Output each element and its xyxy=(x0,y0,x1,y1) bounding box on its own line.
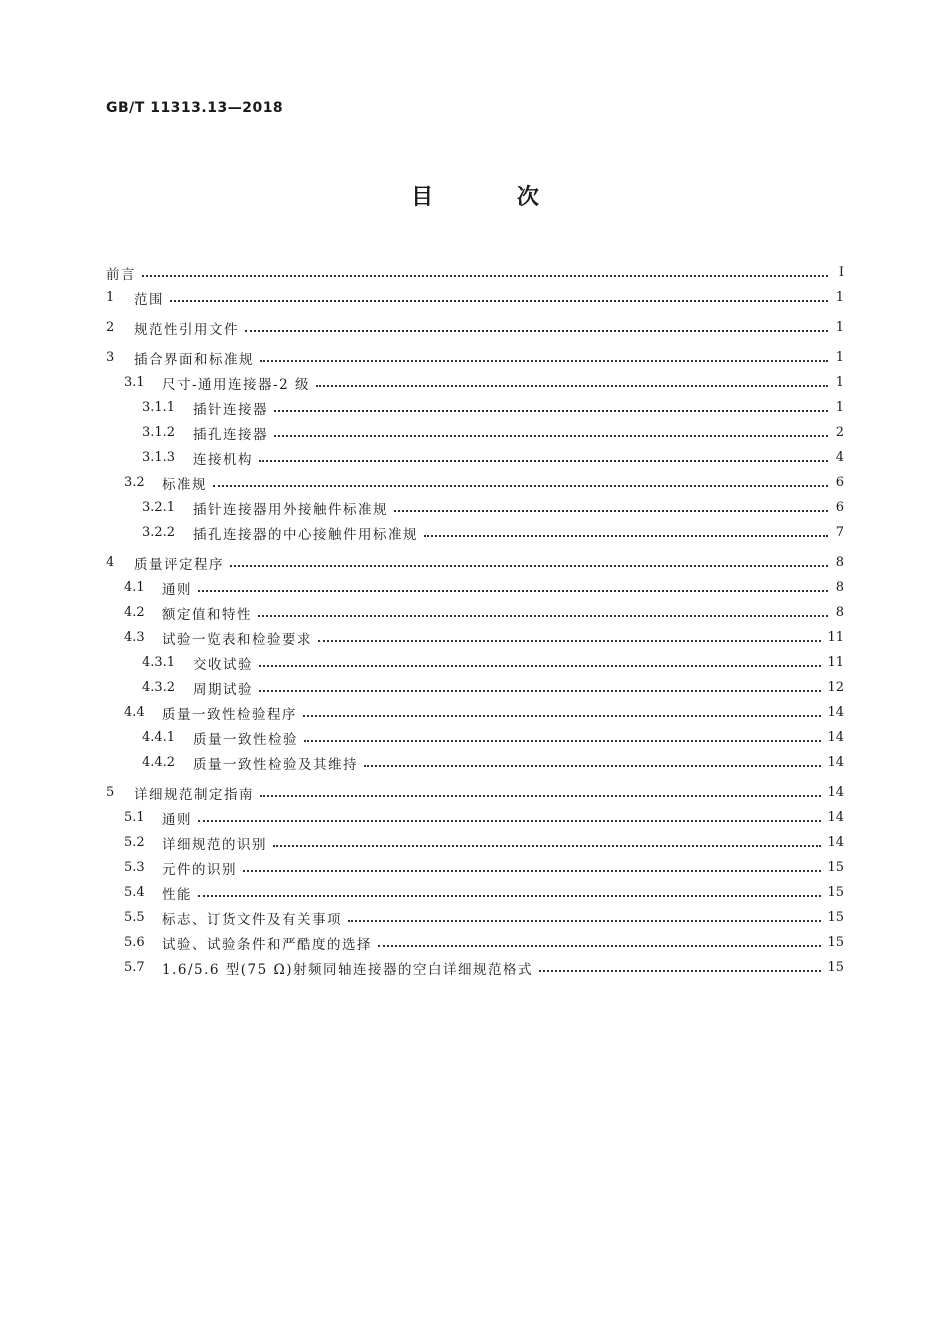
dot-leader xyxy=(259,664,821,667)
toc-entry-title: 质量一致性检验及其维持 xyxy=(193,756,358,773)
toc-entry-page: Ⅰ xyxy=(838,265,844,280)
toc-entry-number: 5.7 xyxy=(124,960,145,975)
toc-entry-page: 14 xyxy=(827,810,844,825)
toc-entry[interactable] xyxy=(106,625,844,650)
toc-entry-title: 插孔连接器的中心接触件用标准规 xyxy=(193,526,418,543)
dot-leader xyxy=(394,509,828,512)
dot-leader xyxy=(170,299,828,302)
toc-entry[interactable] xyxy=(106,345,844,370)
toc-entry[interactable] xyxy=(106,495,844,520)
toc-entry-page: 6 xyxy=(835,500,844,515)
toc-entry-title: 插孔连接器 xyxy=(193,426,268,443)
table-of-contents xyxy=(106,260,844,980)
toc-entry[interactable] xyxy=(106,930,844,955)
dot-leader xyxy=(213,484,828,487)
toc-entry-page: 15 xyxy=(827,960,844,975)
toc-entry-number: 5 xyxy=(106,785,115,800)
dot-leader xyxy=(274,434,828,437)
toc-entry[interactable] xyxy=(106,395,844,420)
toc-entry-title: 质量评定程序 xyxy=(134,556,224,573)
toc-entry-page: 8 xyxy=(835,580,844,595)
toc-entry[interactable] xyxy=(106,955,844,980)
toc-entry-number: 3.2.1 xyxy=(142,500,176,515)
toc-entry[interactable] xyxy=(106,650,844,675)
dot-leader xyxy=(259,459,828,462)
dot-leader xyxy=(274,409,828,412)
toc-entry[interactable] xyxy=(106,600,844,625)
toc-entry-page: 1 xyxy=(835,400,844,415)
toc-entry-page: 15 xyxy=(827,860,844,875)
dot-leader xyxy=(318,639,821,642)
dot-leader xyxy=(424,534,828,537)
toc-entry-number: 3.2 xyxy=(124,475,145,490)
toc-entry[interactable] xyxy=(106,905,844,930)
dot-leader xyxy=(539,969,821,972)
toc-entry-page: 2 xyxy=(835,425,844,440)
toc-entry-title: 周期试验 xyxy=(193,681,253,698)
toc-entry-number: 4.3.1 xyxy=(142,655,176,670)
toc-entry[interactable] xyxy=(106,830,844,855)
dot-leader xyxy=(260,794,821,797)
toc-entry-page: 1 xyxy=(835,320,844,335)
dot-leader xyxy=(348,919,821,922)
toc-entry[interactable] xyxy=(106,445,844,470)
toc-entry-page: 4 xyxy=(835,450,844,465)
toc-entry-page: 14 xyxy=(827,785,844,800)
dot-leader xyxy=(245,329,828,332)
toc-entry-title: 详细规范制定指南 xyxy=(134,786,254,803)
toc-entry-title: 标志、订货文件及有关事项 xyxy=(162,911,342,928)
toc-entry-title: 通则 xyxy=(162,581,192,598)
toc-entry[interactable] xyxy=(106,520,844,545)
dot-leader xyxy=(316,384,828,387)
dot-leader xyxy=(243,869,821,872)
toc-entry[interactable] xyxy=(106,725,844,750)
toc-entry[interactable] xyxy=(106,575,844,600)
dot-leader xyxy=(364,764,821,767)
toc-entry-number: 5.6 xyxy=(124,935,145,950)
toc-entry[interactable] xyxy=(106,750,844,775)
toc-entry-number: 3 xyxy=(106,350,115,365)
toc-entry[interactable] xyxy=(106,780,844,805)
toc-entry-page: 14 xyxy=(827,705,844,720)
toc-entry-page: 14 xyxy=(827,730,844,745)
dot-leader xyxy=(260,359,828,362)
toc-entry-number: 5.2 xyxy=(124,835,145,850)
toc-entry-number: 3.1.3 xyxy=(142,450,176,465)
toc-entry-number: 3.1.2 xyxy=(142,425,176,440)
dot-leader xyxy=(304,739,821,742)
dot-leader xyxy=(142,274,828,277)
toc-entry-title: 插针连接器 xyxy=(193,401,268,418)
dot-leader xyxy=(198,894,821,897)
toc-entry-page: 14 xyxy=(827,755,844,770)
toc-entry[interactable] xyxy=(106,855,844,880)
toc-entry-page: 15 xyxy=(827,910,844,925)
toc-entry-title: 试验、试验条件和严酷度的选择 xyxy=(162,936,372,953)
toc-entry-page: 15 xyxy=(827,885,844,900)
dot-leader xyxy=(198,589,828,592)
toc-entry-title: 尺寸-通用连接器-2 级 xyxy=(162,376,311,393)
dot-leader xyxy=(273,844,821,847)
toc-entry-title: 详细规范的识别 xyxy=(162,836,267,853)
toc-entry-number: 1 xyxy=(106,290,115,305)
toc-entry-title: 标准规 xyxy=(162,476,207,493)
toc-entry-page: 1 xyxy=(835,290,844,305)
toc-entry-number: 5.3 xyxy=(124,860,145,875)
toc-entry[interactable] xyxy=(106,420,844,445)
toc-entry[interactable] xyxy=(106,700,844,725)
toc-entry-number: 3.1 xyxy=(124,375,145,390)
toc-entry-title: 交收试验 xyxy=(193,656,253,673)
toc-entry-page: 1 xyxy=(835,375,844,390)
toc-entry[interactable] xyxy=(106,260,844,285)
toc-entry-page: 6 xyxy=(835,475,844,490)
toc-entry-number: 2 xyxy=(106,320,115,335)
toc-entry[interactable] xyxy=(106,805,844,830)
toc-entry-number: 3.1.1 xyxy=(142,400,176,415)
toc-entry-title: 通则 xyxy=(162,811,192,828)
toc-entry-number: 3.2.2 xyxy=(142,525,176,540)
toc-entry-page: 8 xyxy=(835,555,844,570)
toc-entry-title: 前言 xyxy=(106,266,136,283)
toc-title: 目 次 xyxy=(411,185,577,210)
toc-entry-number: 4.3.2 xyxy=(142,680,176,695)
toc-entry-number: 5.5 xyxy=(124,910,145,925)
toc-entry-number: 4.1 xyxy=(124,580,145,595)
toc-entry-title: 1.6/5.6 型(75 Ω)射频同轴连接器的空白详细规范格式 xyxy=(162,961,533,978)
toc-entry-page: 14 xyxy=(827,835,844,850)
dot-leader xyxy=(303,714,821,717)
toc-entry-title: 性能 xyxy=(162,886,192,903)
toc-entry[interactable] xyxy=(106,550,844,575)
toc-entry-number: 5.4 xyxy=(124,885,145,900)
toc-entry-number: 5.1 xyxy=(124,810,145,825)
toc-entry-page: 1 xyxy=(835,350,844,365)
toc-entry-title: 插针连接器用外接触件标准规 xyxy=(193,501,388,518)
toc-entry[interactable] xyxy=(106,315,844,340)
toc-entry-page: 8 xyxy=(835,605,844,620)
standard-code: GB/T 11313.13—2018 xyxy=(106,100,284,116)
dot-leader xyxy=(258,614,828,617)
toc-entry-number: 4 xyxy=(106,555,115,570)
toc-entry[interactable] xyxy=(106,880,844,905)
toc-entry-page: 11 xyxy=(827,655,844,670)
dot-leader xyxy=(259,689,821,692)
toc-entry-title: 元件的识别 xyxy=(162,861,237,878)
toc-entry[interactable] xyxy=(106,675,844,700)
toc-entry-page: 7 xyxy=(835,525,844,540)
toc-entry-title: 连接机构 xyxy=(193,451,253,468)
toc-entry-title: 插合界面和标准规 xyxy=(134,351,254,368)
toc-entry-number: 4.2 xyxy=(124,605,145,620)
dot-leader xyxy=(198,819,821,822)
toc-entry-page: 12 xyxy=(827,680,844,695)
dot-leader xyxy=(230,564,828,567)
toc-entry-title: 质量一致性检验程序 xyxy=(162,706,297,723)
toc-entry-title: 试验一览表和检验要求 xyxy=(162,631,312,648)
toc-entry-page: 15 xyxy=(827,935,844,950)
toc-entry[interactable] xyxy=(106,285,844,310)
dot-leader xyxy=(378,944,821,947)
toc-entry-number: 4.3 xyxy=(124,630,145,645)
toc-entry-number: 4.4 xyxy=(124,705,145,720)
toc-entry[interactable] xyxy=(106,470,844,495)
toc-entry-number: 4.4.2 xyxy=(142,755,176,770)
toc-entry-title: 规范性引用文件 xyxy=(134,321,239,338)
toc-entry-title: 范围 xyxy=(134,291,164,308)
toc-entry-number: 4.4.1 xyxy=(142,730,176,745)
toc-entry-title: 额定值和特性 xyxy=(162,606,252,623)
toc-entry-page: 11 xyxy=(827,630,844,645)
toc-entry[interactable] xyxy=(106,370,844,395)
toc-entry-title: 质量一致性检验 xyxy=(193,731,298,748)
